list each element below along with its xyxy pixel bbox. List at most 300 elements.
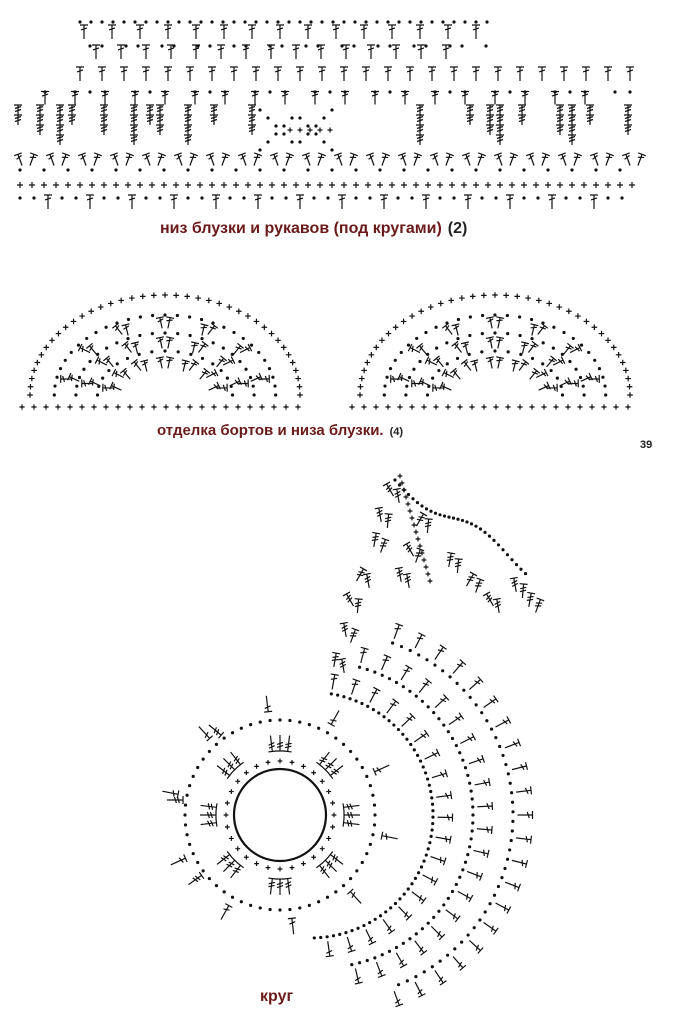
chain-stitch (377, 711, 380, 714)
double-crochet (472, 67, 480, 81)
double-crochet (334, 153, 346, 167)
chain-stitch (266, 140, 269, 143)
double-crochet (92, 45, 100, 59)
single-crochet (41, 182, 47, 188)
double-crochet (122, 153, 134, 167)
single-crochet (409, 313, 415, 319)
chain-stitch (620, 196, 623, 199)
single-crochet (625, 376, 631, 382)
chain-stitch (186, 168, 189, 171)
double-crochet (634, 153, 646, 167)
chain-stitch (74, 196, 77, 199)
chain-stitch (355, 869, 358, 872)
chain-stitch (127, 318, 130, 321)
double-crochet (302, 153, 314, 167)
chain-stitch (309, 20, 312, 23)
single-crochet (421, 404, 426, 409)
chain-stitch (475, 703, 478, 706)
double-crochet (506, 195, 514, 209)
chain-stitch (395, 681, 398, 684)
chain-stitch (150, 350, 153, 353)
chain-stitch (429, 510, 432, 513)
chain-stitch (469, 696, 472, 699)
single-crochet (56, 331, 62, 337)
chain-stitch (384, 910, 387, 913)
chain-stitch (515, 563, 518, 566)
single-crochet (254, 861, 259, 866)
chain-stitch (155, 20, 158, 23)
chain-stitch (493, 894, 496, 897)
single-crochet (449, 182, 455, 188)
caption-trim-number: (4) (389, 426, 404, 438)
chain-stitch (522, 196, 525, 199)
chain-stitch (105, 347, 108, 350)
chain-stitch (223, 890, 226, 893)
single-crochet (19, 404, 24, 409)
chain-stitch (342, 695, 345, 698)
double-crochet (435, 833, 451, 843)
chain-stitch (442, 723, 445, 726)
chain-stitch (392, 723, 395, 726)
chain-stitch (453, 947, 456, 950)
chain-stitch (215, 884, 218, 887)
chain-stitch (298, 906, 301, 909)
double-crochet (26, 153, 38, 167)
double-crochet (412, 633, 426, 650)
double-crochet (340, 67, 348, 81)
double-crochet (46, 153, 58, 167)
double-crochet (250, 153, 262, 167)
chain-stitch (480, 350, 483, 353)
chain-stitch (473, 926, 476, 929)
chain-stitch (208, 44, 211, 47)
chain-stitch (507, 350, 510, 353)
chain-stitch (196, 861, 199, 864)
single-crochet (418, 544, 423, 549)
double-crochet (378, 655, 391, 672)
single-crochet (357, 392, 363, 398)
double-crochet (71, 92, 79, 105)
chain-stitch (42, 168, 45, 171)
double-crochet (314, 153, 326, 167)
double-crochet (626, 67, 634, 81)
chain-stitch (249, 904, 252, 907)
double-crochet (556, 105, 564, 115)
double-crochet (164, 67, 172, 81)
double-crochet (267, 45, 275, 59)
chain-stitch (70, 351, 73, 354)
single-crochet (295, 404, 300, 409)
chain-stitch (410, 882, 413, 885)
double-crochet (450, 954, 466, 971)
single-crochet (199, 404, 204, 409)
chain-stitch (188, 843, 191, 846)
chain-stitch (276, 20, 279, 23)
double-crochet (416, 678, 432, 695)
double-crochet (200, 819, 217, 829)
double-crochet (388, 25, 396, 39)
double-crochet (510, 577, 520, 592)
single-crochet (349, 404, 354, 409)
single-crochet (358, 384, 364, 390)
single-crochet (416, 537, 421, 542)
single-crochet (593, 182, 599, 188)
chain-stitch (313, 936, 316, 939)
chain-stitch (574, 368, 577, 371)
chain-stitch (183, 813, 186, 816)
single-crochet (401, 319, 407, 325)
caption-trim-text: отделка бортов и низа блузки. (157, 422, 384, 439)
chain-stitch (270, 196, 273, 199)
chain-stitch (415, 694, 418, 697)
double-crochet (393, 488, 403, 503)
chain-stitch (509, 782, 512, 785)
chain-stitch (397, 728, 400, 731)
double-crochet (511, 762, 527, 773)
double-crochet (362, 67, 370, 81)
center-ring (234, 769, 326, 861)
chain-stitch (404, 393, 407, 396)
chain-stitch (374, 918, 377, 921)
chain-stitch (304, 44, 307, 47)
double-crochet (496, 135, 504, 145)
single-crochet (79, 404, 84, 409)
double-crochet (101, 92, 109, 105)
single-crochet (402, 488, 407, 493)
double-crochet (161, 92, 169, 105)
double-crochet (590, 195, 598, 209)
double-crochet (360, 25, 368, 39)
double-crochet (318, 67, 326, 81)
double-crochet (493, 598, 503, 613)
edge-pattern-chart (14, 20, 646, 209)
chain-stitch (148, 90, 151, 93)
double-crochet (412, 548, 424, 564)
chain-stitch (358, 666, 361, 669)
single-crochet (428, 304, 434, 310)
double-crochet (304, 25, 312, 39)
double-crochet (496, 105, 504, 115)
chain-stitch (379, 914, 382, 917)
single-crochet (184, 294, 190, 300)
chain-stitch (290, 116, 293, 119)
chain-stitch (177, 20, 180, 23)
double-crochet (128, 195, 136, 209)
single-crochet (293, 182, 299, 188)
double-crochet (328, 709, 343, 727)
chain-stitch (451, 737, 454, 740)
double-crochet (338, 195, 346, 209)
double-crochet (401, 92, 409, 105)
chain-stitch (422, 859, 425, 862)
chain-stitch (319, 936, 322, 939)
single-crochet (149, 182, 155, 188)
chain-stitch (435, 347, 438, 350)
chain-stitch (139, 315, 142, 318)
chain-stitch (397, 983, 400, 986)
double-crochet (284, 735, 294, 752)
chain-stitch (456, 518, 459, 521)
chain-stitch (162, 168, 165, 171)
chain-stitch (408, 690, 411, 693)
double-crochet (342, 45, 350, 59)
chain-stitch (184, 823, 187, 826)
caption-circle-text: круг (260, 988, 294, 1005)
chain-stitch (382, 715, 385, 718)
single-crochet (197, 182, 203, 188)
chain-stitch (412, 368, 415, 371)
chain-stitch (510, 839, 513, 842)
single-crochet (525, 295, 531, 301)
double-crochet (432, 645, 447, 662)
chain-stitch (504, 763, 507, 766)
chain-stitch (342, 20, 345, 23)
chain-stitch (461, 759, 464, 762)
chain-stitch (393, 478, 396, 481)
chain-stitch (530, 337, 533, 340)
double-crochet (156, 125, 164, 135)
chain-stitch (78, 376, 81, 379)
double-crochet (221, 92, 229, 105)
chain-stitch (511, 829, 514, 832)
chain-stitch (287, 20, 290, 23)
chain-stitch (298, 140, 301, 143)
chain-stitch (416, 754, 419, 757)
chain-stitch (186, 196, 189, 199)
double-crochet (266, 878, 276, 895)
chain-stitch (386, 20, 389, 23)
chain-stitch (242, 196, 245, 199)
chain-stitch (445, 341, 448, 344)
chain-stitch (200, 196, 203, 199)
chain-stitch (18, 196, 21, 199)
chain-stitch (116, 362, 119, 365)
single-crochet (259, 404, 264, 409)
double-crochet (390, 623, 403, 640)
double-crochet (130, 125, 138, 135)
chain-stitch (414, 877, 417, 880)
double-crochet (398, 665, 413, 682)
chain-stitch (330, 108, 333, 111)
chain-stitch (259, 720, 262, 723)
double-crochet (292, 45, 300, 59)
double-crochet (200, 811, 216, 819)
chain-stitch (556, 377, 559, 380)
chain-stitch (94, 331, 97, 334)
double-crochet (467, 677, 484, 693)
chain-stitch (452, 20, 455, 23)
double-crochet (586, 115, 594, 125)
double-crochet (494, 357, 504, 369)
chain-stitch (371, 794, 374, 797)
single-crochet (398, 474, 403, 479)
chain-stitch (298, 20, 301, 23)
chain-stitch (461, 519, 464, 522)
chain-stitch (458, 751, 461, 754)
chain-stitch (356, 927, 359, 930)
chain-stitch (562, 331, 565, 334)
chain-stitch (122, 20, 125, 23)
chain-stitch (425, 853, 428, 856)
chain-stitch (353, 20, 356, 23)
double-crochet (206, 722, 223, 738)
chain-stitch (493, 313, 496, 316)
double-crochet (558, 153, 570, 167)
single-crochet (206, 298, 212, 304)
chain-stitch (210, 168, 213, 171)
double-crochet (470, 360, 480, 373)
chain-stitch (603, 384, 606, 387)
double-crochet (122, 324, 132, 337)
double-crochet (518, 584, 527, 599)
single-crochet (505, 404, 510, 409)
chain-stitch (342, 884, 345, 887)
single-crochet (625, 404, 630, 409)
single-crochet (401, 182, 407, 188)
chain-stitch (55, 376, 58, 379)
double-crochet (131, 342, 141, 355)
double-crochet (494, 67, 502, 81)
double-crochet (390, 990, 403, 1007)
chain-stitch (478, 918, 481, 921)
double-crochet (78, 153, 90, 167)
single-crochet (365, 182, 371, 188)
double-crochet (486, 317, 496, 329)
double-crochet (208, 67, 216, 81)
chain-stitch (231, 393, 234, 396)
single-crochet (236, 308, 242, 314)
double-crochet (504, 739, 521, 752)
double-crochet (481, 696, 498, 711)
double-crochet (284, 878, 294, 895)
double-crochet (242, 45, 250, 59)
chain-stitch (200, 337, 203, 340)
chain-stitch (138, 168, 141, 171)
double-crochet (347, 889, 364, 906)
double-crochet (423, 749, 440, 763)
chain-stitch (252, 385, 255, 388)
chain-stitch (373, 671, 376, 674)
single-crochet (332, 813, 337, 818)
double-crochet (142, 153, 154, 167)
double-crochet (288, 918, 298, 935)
double-crochet (170, 195, 178, 209)
double-crochet (581, 92, 589, 105)
single-crochet (616, 352, 622, 358)
chain-stitch (464, 766, 467, 769)
double-crochet (462, 153, 474, 167)
chain-stitch (278, 718, 281, 721)
double-crochet (36, 115, 44, 125)
single-crochet (286, 352, 292, 358)
single-crochet (235, 779, 240, 784)
double-crochet (416, 105, 424, 115)
chain-stitch (243, 20, 246, 23)
single-crochet (108, 301, 114, 307)
chain-stitch (456, 682, 459, 685)
chain-stitch (53, 384, 56, 387)
single-crochet (125, 182, 131, 188)
chain-stitch (494, 196, 497, 199)
chain-stitch (265, 20, 268, 23)
chain-stitch (368, 921, 371, 924)
chain-stitch (66, 168, 69, 171)
double-crochet (450, 67, 458, 81)
chain-stitch (484, 44, 487, 47)
chain-stitch (606, 196, 609, 199)
single-crochet (361, 368, 367, 374)
double-crochet (146, 105, 154, 115)
chain-stitch (387, 719, 390, 722)
chain-stitch (350, 963, 353, 966)
double-crochet (130, 105, 138, 115)
chain-stitch (59, 367, 62, 370)
chain-stitch (268, 367, 271, 370)
double-crochet (474, 153, 486, 167)
single-crochet (162, 292, 168, 298)
chain-stitch (578, 196, 581, 199)
chain-stitch (389, 367, 392, 370)
chain-stitch (452, 517, 455, 520)
chain-stitch (88, 44, 91, 47)
single-crochet (271, 404, 276, 409)
chain-stitch (401, 733, 404, 736)
single-crochet (493, 404, 498, 409)
chain-stitch (466, 853, 469, 856)
double-crochet (146, 115, 154, 125)
single-crochet (546, 301, 552, 307)
double-crochet (248, 115, 256, 125)
chain-stitch (425, 658, 428, 661)
single-crochet (481, 404, 486, 409)
chain-stitch (568, 90, 571, 93)
chain-stitch (273, 384, 276, 387)
chain-stitch (166, 20, 169, 23)
chain-stitch (373, 823, 376, 826)
single-crochet (437, 182, 443, 188)
chain-stitch (326, 196, 329, 199)
single-crochet (565, 404, 570, 409)
double-crochet (477, 802, 492, 811)
double-crochet (120, 67, 128, 81)
single-crochet (386, 331, 392, 337)
chain-stitch (115, 341, 118, 344)
double-crochet (403, 573, 413, 588)
chain-stitch (448, 90, 451, 93)
single-crochet (627, 392, 633, 398)
single-crochet (43, 404, 48, 409)
chain-stitch (144, 20, 147, 23)
double-crochet (14, 105, 22, 115)
single-crochet (328, 128, 333, 133)
double-crochet (98, 67, 106, 81)
double-crochet (486, 105, 494, 115)
chain-stitch (456, 337, 459, 340)
double-crochet (624, 125, 632, 135)
chain-stitch (431, 803, 434, 806)
chain-stitch (326, 731, 329, 734)
single-crochet (137, 182, 143, 188)
single-crochet (485, 182, 491, 188)
double-crochet (179, 360, 189, 373)
double-crochet (416, 135, 424, 145)
double-crochet (403, 542, 417, 558)
double-crochet (370, 532, 380, 547)
chain-stitch (126, 337, 129, 340)
chain-stitch (312, 196, 315, 199)
double-crochet (274, 67, 282, 81)
double-crochet (430, 153, 442, 167)
